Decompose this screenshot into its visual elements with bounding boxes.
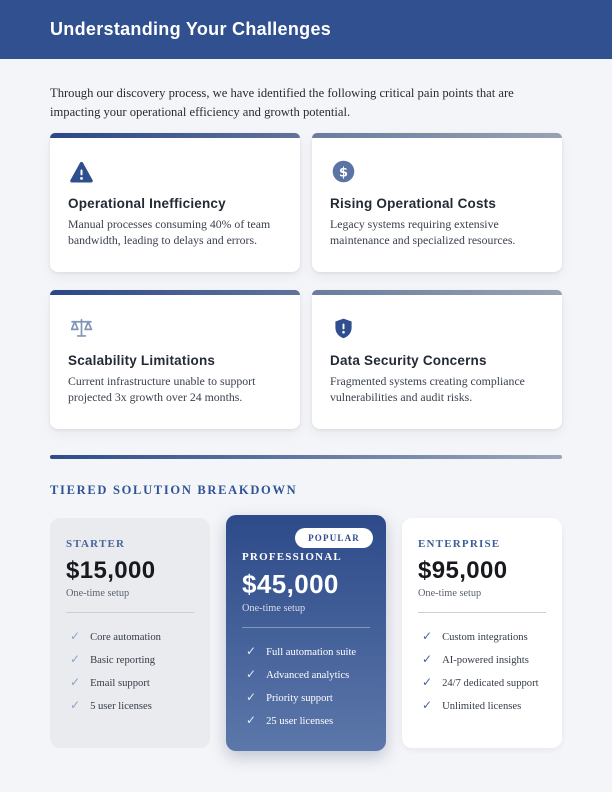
tier-billing: One-time setup (66, 588, 130, 599)
feature-row (246, 667, 370, 683)
scales-icon (68, 315, 282, 343)
feature-label: Basic reporting (90, 655, 156, 666)
challenge-description: Legacy systems requiring extensive maintenance and specialized resources. (330, 217, 516, 247)
challenge-title: Scalability Limitations (68, 353, 216, 368)
section-divider (50, 455, 562, 459)
feature-label: Priority support (266, 693, 333, 704)
tier-price: $45,000 (242, 569, 339, 599)
challenge-title: Operational Inefficiency (68, 196, 226, 211)
check-icon: ✓ (70, 675, 81, 689)
feature-label: Custom integrations (442, 632, 528, 643)
check-icon: ✓ (246, 690, 257, 704)
tier-name: PROFESSIONAL (242, 551, 342, 563)
feature-row (422, 652, 546, 668)
feature-label: 24/7 dedicated support (442, 678, 539, 689)
feature-label: Full automation suite (266, 647, 357, 658)
challenge-card-data-security (312, 290, 562, 429)
pricing-tiers (50, 515, 562, 751)
tier-name: ENTERPRISE (418, 538, 501, 550)
svg-text:$: $ (339, 165, 348, 181)
page-title: Understanding Your Challenges (50, 19, 332, 39)
card-accent-bar (50, 133, 300, 138)
popular-badge: POPULAR (295, 528, 373, 548)
feature-label: Advanced analytics (266, 670, 350, 681)
challenge-card-rising-costs (312, 133, 562, 272)
feature-label: 25 user licenses (266, 716, 334, 727)
challenge-card-operational-inefficiency (50, 133, 300, 272)
feature-label: Core automation (90, 632, 161, 643)
card-accent-bar (312, 290, 562, 295)
tier-price: $95,000 (418, 557, 508, 584)
tier-separator (418, 612, 546, 613)
section-title: TIERED SOLUTION BREAKDOWN (50, 483, 298, 497)
feature-row (246, 690, 370, 706)
check-icon: ✓ (70, 652, 81, 666)
check-icon: ✓ (422, 652, 433, 666)
feature-row (70, 652, 194, 668)
check-icon: ✓ (246, 667, 257, 681)
tier-separator (66, 612, 194, 613)
feature-row (422, 629, 546, 645)
feature-label: AI-powered insights (442, 655, 529, 666)
shield-alert-icon (330, 315, 544, 343)
feature-row (70, 629, 194, 645)
check-icon: ✓ (422, 675, 433, 689)
intro-paragraph: Through our discovery process, we have identified the following critical pain points that are impacting your operational efficiency and growth potential. (50, 86, 514, 119)
tier-name: STARTER (66, 538, 126, 550)
tier-separator (242, 627, 370, 628)
warning-triangle-icon (68, 158, 282, 186)
feature-row (246, 644, 370, 660)
check-icon: ✓ (422, 698, 433, 712)
challenge-title: Rising Operational Costs (330, 196, 497, 211)
challenge-card-scalability (50, 290, 300, 429)
tier-card-enterprise (402, 518, 562, 748)
card-accent-bar (312, 133, 562, 138)
page-header (0, 0, 612, 59)
feature-label: 5 user licenses (90, 701, 152, 712)
check-icon: ✓ (70, 629, 81, 643)
feature-label: Unlimited licenses (442, 701, 522, 712)
card-accent-bar (50, 290, 300, 295)
challenge-description: Current infrastructure unable to support projected 3x growth over 24 months. (68, 374, 256, 404)
challenges-grid (50, 133, 562, 429)
challenge-title: Data Security Concerns (330, 353, 487, 368)
feature-row (246, 713, 370, 729)
feature-row (422, 698, 546, 714)
tier-card-professional (226, 515, 386, 751)
check-icon: ✓ (70, 698, 81, 712)
check-icon: ✓ (246, 644, 257, 658)
challenge-description: Manual processes consuming 40% of team bandwidth, leading to delays and errors. (68, 217, 271, 247)
challenge-description: Fragmented systems creating compliance vulnerabilities and audit risks. (330, 374, 525, 404)
feature-label: Email support (90, 678, 150, 689)
tier-billing: One-time setup (418, 588, 482, 599)
check-icon: ✓ (246, 713, 257, 727)
dollar-circle-icon (330, 158, 544, 186)
tier-card-starter (50, 518, 210, 748)
check-icon: ✓ (422, 629, 433, 643)
feature-row (70, 698, 194, 714)
feature-row (422, 675, 546, 691)
tier-price: $15,000 (66, 557, 156, 584)
tier-billing: One-time setup (242, 603, 306, 614)
feature-row (70, 675, 194, 691)
